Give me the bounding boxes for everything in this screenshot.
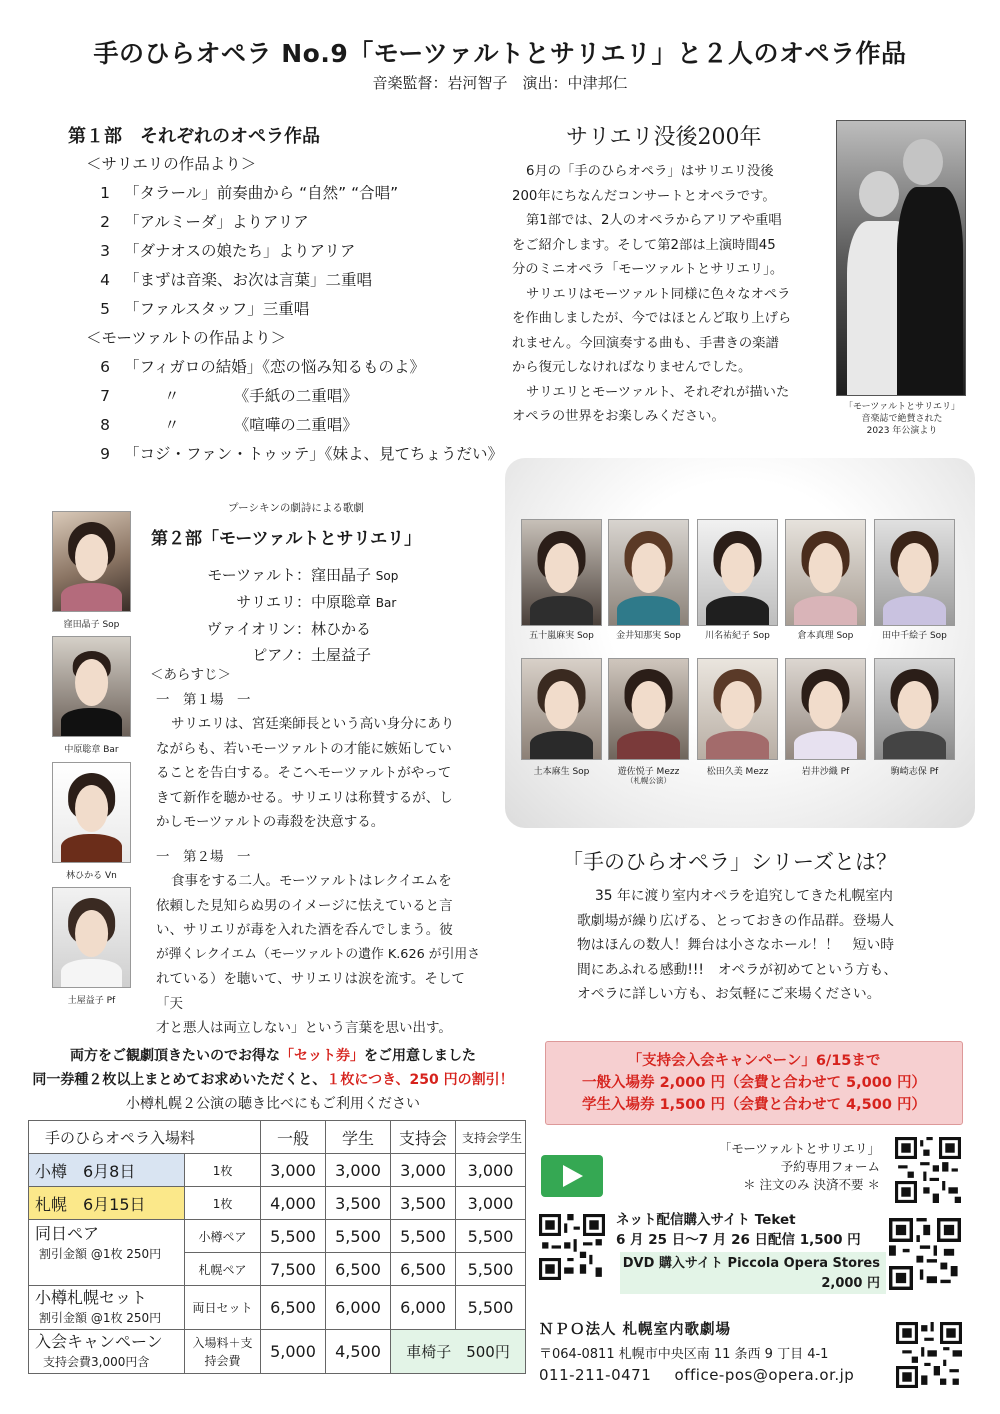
org-email[interactable]: office-pos@opera.or.jp [674, 1366, 855, 1384]
singer-note: （札幌公演） [626, 776, 671, 785]
performance-photo-caption: 「モーツァルトとサリエリ」 音楽誌で絶賛された 2023 年公演より [843, 402, 960, 436]
table-row: 同日ペア 割引金額 @1枚 250円 小樽ペア 5,500 5,500 5,500 5,500 [29, 1220, 526, 1253]
cast-photo-caption: 窪田晶子 Sop [63, 620, 120, 630]
salieri-group-label: ＜サリエリの作品より＞ [86, 155, 257, 173]
play-icon [563, 1165, 583, 1187]
singer-caption: 倉本真理 Sop [797, 631, 854, 641]
series-heading: 「手のひらオペラ」シリーズとは？ [562, 850, 897, 874]
program-item: 3 「ダナオスの娘たち」よりアリア [100, 242, 356, 260]
program-item: 9 「コジ・ファン・トゥッテ」《妹よ、見てちょうだい》 [100, 445, 504, 463]
cast-photo [52, 762, 131, 863]
wheelchair-price: 車椅子 500円 [391, 1330, 526, 1374]
campaign-title: 「支持会入会キャンペーン」6/15まで [627, 1053, 881, 1069]
org-footer [539, 1318, 884, 1384]
table-row: 入会キャンペーン 支持会費3,000円含 入場料＋支持会費 5,000 4,500 車椅子 500円 [29, 1330, 526, 1374]
series-text: 35 年に渡り室内オペラを追究してきた札幌室内 歌劇場が繰り広げる、とっておきの作品群。登場人 物はほんの数人！舞台は小さなホール！！ 短い時 間にあふれる感動!!! オペラが初めてという方も、 オペラに詳しい方も、お気軽にご来場ください。 [577, 888, 898, 1002]
qr-code-icon[interactable] [889, 1218, 961, 1290]
singer-photo [785, 519, 866, 626]
set-ticket-notice: 両方をご観劇頂きたいのでお得な「セット券」をご用意しました 同一券種２枚以上まとめてお求めいただくと、１枚につき、250 円の割引！ 小樽札幌２公演の聴き比べにもご利用ください [32, 1048, 514, 1112]
table-row: 小樽札幌セット 割引金額 @1枚 250円 両日セット 6,500 6,000 6,000 5,500 [29, 1286, 526, 1330]
cast-photo-caption: 中原聡章 Bar [64, 745, 119, 755]
singer-caption: 遊佐悦子 Mezz [617, 767, 680, 777]
qr-code-icon[interactable] [896, 1322, 962, 1388]
singer-caption: 田中千絵子 Sop [882, 631, 947, 641]
cast-row: サリエリ：中原聡章 Bar [236, 593, 397, 611]
mozart-group-label: ＜モーツァルトの作品より＞ [86, 329, 287, 347]
program-item: 7 〃 《手紙の二重唱》 [100, 387, 358, 405]
part1-program [86, 150, 516, 469]
singer-photo [697, 658, 778, 760]
table-row: 札幌 6月15日 1枚 4,000 3,500 3,500 3,000 [29, 1187, 526, 1220]
qr-code-icon[interactable] [539, 1214, 605, 1280]
table-row: 小樽 6月8日 1枚 3,000 3,000 3,000 3,000 [29, 1154, 526, 1187]
cast-photo [52, 887, 131, 988]
org-phone[interactable]: 011-211-0471 [539, 1366, 652, 1384]
singer-photo [697, 519, 778, 626]
scene2-label: 一 第２場 一 [156, 848, 251, 865]
singer-photo [874, 519, 955, 626]
singer-photo [874, 658, 955, 760]
part2-subtitle: プーシキンの劇詩による歌劇 [228, 502, 364, 514]
scene1-label: 一 第１場 一 [156, 691, 251, 708]
cast-photo [52, 636, 131, 737]
price-table [28, 1120, 526, 1374]
qr-code-icon[interactable] [895, 1137, 961, 1203]
cast-list [160, 562, 460, 668]
singer-photo [785, 658, 866, 760]
table-header: 手のひらオペラ入場料 [29, 1121, 261, 1154]
program-item: 5 「ファルスタッフ」三重唱 [100, 300, 310, 318]
campaign-line: 一般入場券 2,000 円（会費と合わせて 5,000 円） [582, 1075, 926, 1091]
cast-row: モーツァルト：窪田晶子 Sop [207, 566, 399, 584]
campaign-line: 学生入場券 1,500 円（会費と合わせて 4,500 円） [582, 1097, 926, 1113]
page-title: 手のひらオペラ No.9「モーツァルトとサリエリ」と２人のオペラ作品 [93, 39, 907, 68]
table-header: 支持会 [391, 1121, 456, 1154]
cast-row: ピアノ：土屋益子 [252, 646, 372, 664]
streaming-info: ネット配信購入サイト Teket 6 月 25 日～7 月 26 日配信 1,500 円 [616, 1212, 861, 1248]
table-header-row [29, 1121, 526, 1154]
program-item: 2 「アルミーダ」よりアリア [100, 213, 309, 231]
cast-photo [52, 511, 131, 612]
singer-caption: 金井知那実 Sop [616, 631, 681, 641]
synopsis: ＜あらすじ＞ 一 第１場 一 サリエリは、宮廷楽師長という高い身分にあり ながらも、若いモーツァルトの才能に嫉妬してい ることを告白する。そこへモーツァルトがやって きて新作を聴かせる。サリエリは称賛するが、し かしモーツァルトの毒殺を決意する。 一 第２場 一 食事をする二人。モーツァルトはレクイエムを 依頼した見知らぬ男のイメージに怯えていると言 い、サリエリが毒を入れた酒を呑んでしまう。彼 が弾くレクイエム（モーツァルトの遺作 K.626 が引用さ れている）を聴いて、サリエリは涙を流す。そして「天 才と悪人は両立しない」という言葉を思い出す。 [150, 663, 490, 1041]
part1-heading: 第１部 それぞれのオペラ作品 [68, 126, 320, 147]
salieri-heading: サリエリ没後200年 [566, 125, 762, 150]
table-header: 支持会学生 [456, 1121, 526, 1154]
dvd-title: DVD 購入サイト Piccola Opera Stores [622, 1256, 880, 1271]
dvd-price: 2,000 円 [821, 1276, 880, 1291]
cast-row: ヴァイオリン：林ひかる [206, 620, 372, 638]
singer-caption: 五十嵐麻実 Sop [529, 631, 594, 641]
credits: 音楽監督：岩河智子 演出：中津邦仁 [372, 74, 628, 92]
singer-caption: 土本麻生 Sop [533, 767, 590, 777]
program-item: 1 「タラール」前奏曲から “自然” “合唱” [100, 184, 399, 202]
singer-caption: 川名祐紀子 Sop [705, 631, 770, 641]
part2-heading: 第２部「モーツァルトとサリエリ」 [151, 529, 422, 549]
play-button[interactable] [541, 1155, 603, 1197]
cast-photo-caption: 土屋益子 Pf [67, 996, 116, 1006]
campaign-box [545, 1041, 963, 1125]
singer-photo [608, 519, 689, 626]
program-item: 4 「まずは音楽、お次は言葉」二重唱 [100, 271, 373, 289]
cast-photo-caption: 林ひかる Vn [66, 871, 117, 881]
performance-photo [836, 120, 966, 396]
singer-caption: 松田久美 Mezz [706, 767, 769, 777]
dvd-box [620, 1252, 886, 1294]
singer-caption: 駒崎志保 Pf [890, 767, 939, 777]
synopsis-label: ＜あらすじ＞ [150, 667, 231, 683]
singer-photo [608, 658, 689, 760]
table-row: 札幌ペア 7,500 6,500 6,500 5,500 [29, 1253, 526, 1286]
org-name: ＮＰＯ法人 札幌室内歌劇場 [539, 1322, 732, 1338]
salieri-text: 6月の「手のひらオペラ」はサリエリ没後 200年にちなんだコンサートとオペラです。 第1部では、2人のオペラからアリアや重唱 をご紹介します。そして第2部は上演時間45 分のミニオペラ「モーツァルトとサリエリ」。 サリエリはモーツァルト同様に色々なオペラ を作曲しましたが、今ではほとんど取り上げら れません。今回演奏する曲も、手書きの楽譜 から復元しなければなりませんでした。 サリエリとモーツァルト、それぞれが描いた オペラの世界をお楽しみください。 [512, 164, 792, 424]
singer-photo [521, 519, 602, 626]
table-header: 一般 [261, 1121, 326, 1154]
reservation-text: 「モーツァルトとサリエリ」 予約専用フォーム ＊ 注文のみ 決済不要 ＊ [718, 1141, 880, 1192]
org-address: 〒064-0811 札幌市中央区南 11 条西 9 丁目 4-1 [539, 1347, 829, 1362]
program-item: 8 〃 《喧嘩の二重唱》 [100, 416, 358, 434]
singer-photo [521, 658, 602, 760]
table-header: 学生 [326, 1121, 391, 1154]
program-item: 6 「フィガロの結婚」《恋の悩み知るものよ》 [100, 358, 426, 376]
singer-caption: 岩井沙織 Pf [801, 767, 850, 777]
